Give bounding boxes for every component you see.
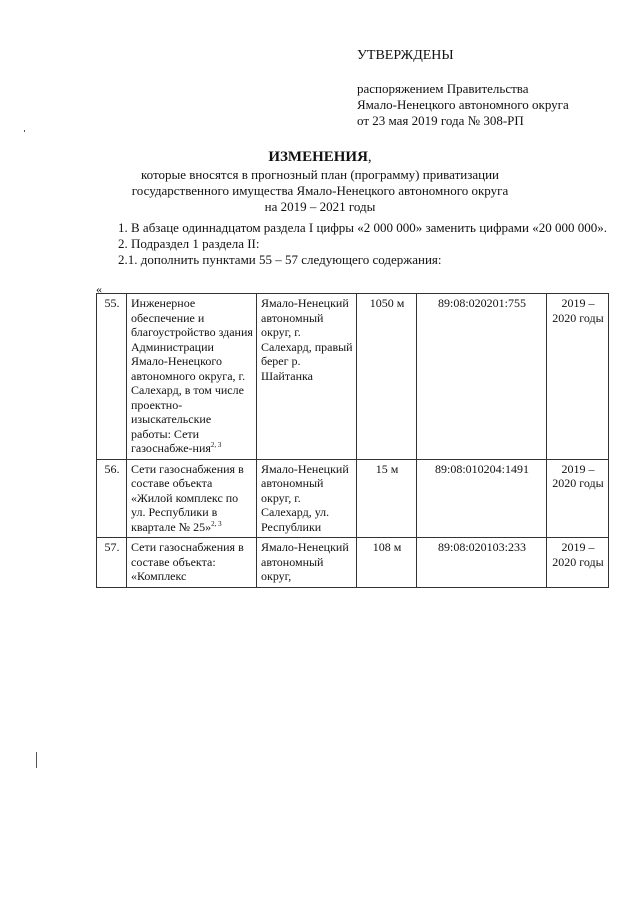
- period-cell: 2019 – 2020 годы: [547, 294, 609, 460]
- approval-line-2: Ямало-Ненецкого автономного округа: [357, 97, 569, 112]
- document-title-punct: ,: [367, 149, 372, 165]
- footnote-ref: 2, 3: [210, 441, 222, 449]
- approval-line-1: распоряжением Правительства: [357, 81, 529, 96]
- object-name: Инженерное обеспечение и благоустройство здания Администрации Ямало-Ненецкого автономного округа, г. Салехард, в том числе проектно-изыскательские работы: Сети газоснабже-ния: [131, 296, 253, 455]
- document-heading: [0, 148, 640, 215]
- document-title-text: ИЗМЕНЕНИЯ: [268, 149, 368, 165]
- length-cell: 1050 м: [357, 294, 417, 460]
- heading-line-3: на 2019 – 2021 годы: [264, 199, 376, 214]
- cadastral-number-cell: 89:08:020103:233: [417, 538, 547, 588]
- body-text: [96, 220, 608, 268]
- table-row: [97, 538, 609, 588]
- cadastral-number-cell: 89:08:020201:755: [417, 294, 547, 460]
- period-cell: 2019 – 2020 годы: [547, 538, 609, 588]
- table-row: [97, 459, 609, 538]
- approval-line-3: от 23 мая 2019 года № 308-РП: [357, 113, 524, 128]
- row-number: 57.: [97, 538, 127, 588]
- scan-mark-line: [36, 752, 37, 768]
- heading-line-1: которые вносятся в прогнозный план (программу) приватизации: [141, 167, 499, 182]
- object-name-cell: [127, 538, 257, 588]
- object-name: Сети газоснабжения в составе объекта: «Комплекс: [131, 540, 244, 583]
- row-number: 55.: [97, 294, 127, 460]
- scan-speck: [24, 130, 25, 132]
- object-name-cell: [127, 459, 257, 538]
- paragraph-2: 2. Подраздел 1 раздела II:: [118, 236, 260, 251]
- period-cell: 2019 – 2020 годы: [547, 459, 609, 538]
- heading-line-2: государственного имущества Ямало-Ненецкого автономного округа: [131, 183, 509, 198]
- location-cell: Ямало-Ненецкий автономный округ, г. Салехард, ул. Республики: [257, 459, 357, 538]
- approval-title: УТВЕРЖДЕНЫ: [357, 48, 454, 63]
- object-name-cell: [127, 294, 257, 460]
- object-name: Сети газоснабжения в составе объекта «Жилой комплекс по ул. Республики в квартале № 25»: [131, 461, 244, 534]
- length-cell: 108 м: [357, 538, 417, 588]
- document-title: [0, 148, 640, 167]
- paragraph-1: 1. В абзаце одиннадцатом раздела I цифры «2 000 000» заменить цифрами «20 000 000».: [118, 220, 607, 235]
- table-row: [97, 294, 609, 460]
- location-cell: Ямало-Ненецкий автономный округ,: [257, 538, 357, 588]
- approval-block: [357, 48, 627, 129]
- opening-quote: «: [96, 282, 102, 296]
- location-cell: Ямало-Ненецкий автономный округ, г. Салехард, правый берег р. Шайтанка: [257, 294, 357, 460]
- row-number: 56.: [97, 459, 127, 538]
- paragraph-3: 2.1. дополнить пунктами 55 – 57 следующего содержания:: [118, 252, 442, 267]
- cadastral-number-cell: 89:08:010204:1491: [417, 459, 547, 538]
- footnote-ref: 2, 3: [211, 519, 222, 528]
- length-cell: 15 м: [357, 459, 417, 538]
- privatization-table: [96, 293, 609, 588]
